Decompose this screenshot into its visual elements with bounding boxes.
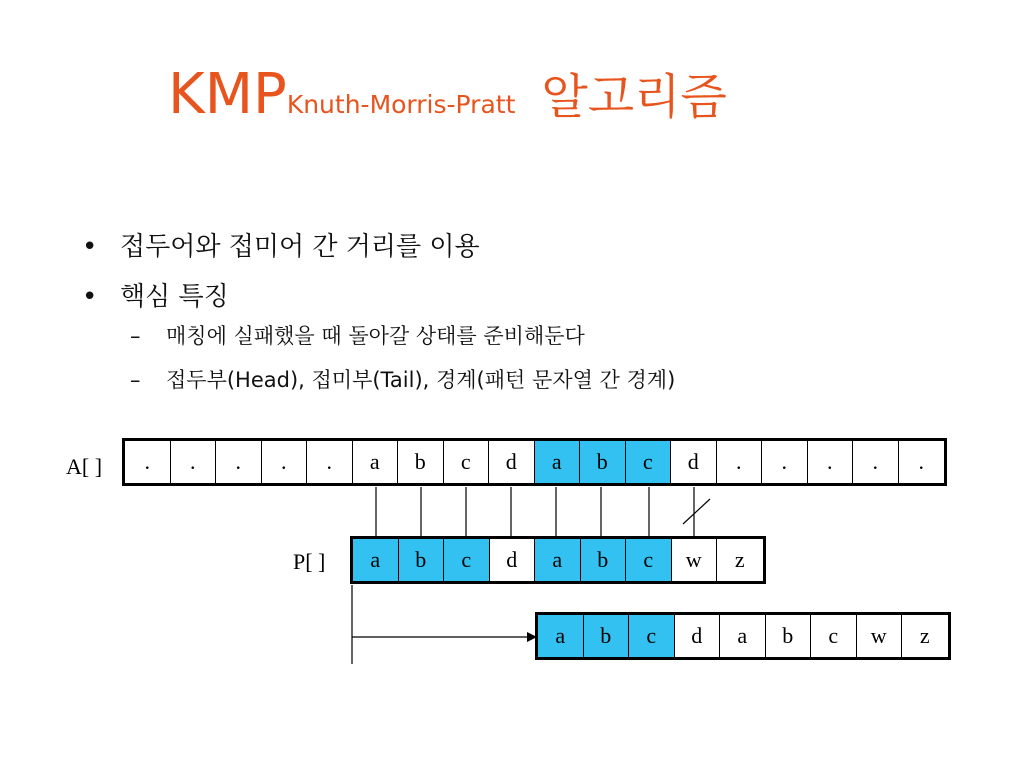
match-connectors [376, 487, 694, 536]
bullet-mark: • [82, 232, 98, 262]
array-cell: b [580, 441, 626, 483]
array-cell: b [399, 539, 445, 581]
array-cell: w [672, 539, 718, 581]
array-cell: b [398, 441, 444, 483]
array-cell: . [216, 441, 262, 483]
array-cell: b [766, 615, 812, 657]
array-cell: . [762, 441, 808, 483]
array-cell: c [629, 615, 675, 657]
array-cell: c [626, 539, 672, 581]
array-cell: a [353, 441, 399, 483]
array-cell: c [626, 441, 672, 483]
subbullet-text: 매칭에 실패했을 때 돌아갈 상태를 준비해둔다 [166, 324, 585, 348]
subbullet-mark: – [130, 368, 141, 392]
title-subscript: Knuth-Morris-Pratt [286, 90, 516, 119]
title-korean: 알고리즘 [541, 69, 727, 125]
array-cell: z [734, 547, 745, 572]
array-cell: d [489, 441, 535, 483]
subbullet-mark: – [130, 324, 141, 348]
array-cell: z [919, 623, 930, 648]
array-cell: d [671, 441, 717, 483]
bullet-mark: • [82, 282, 98, 312]
array-cell: c [444, 441, 490, 483]
array-cell: . [853, 441, 899, 483]
pattern-p-label: P[ ] [293, 549, 326, 574]
title-main: KMP [168, 62, 287, 127]
array-cell: . [125, 441, 171, 483]
array-cell: d [675, 615, 721, 657]
array-cell: d [490, 539, 536, 581]
array-cell: b [584, 615, 630, 657]
bullet-text: 접두어와 접미어 간 거리를 이용 [120, 232, 480, 262]
array-cell: a [535, 539, 581, 581]
array-cell: a [538, 615, 584, 657]
array-cell: a [353, 539, 399, 581]
mismatch-slash [683, 499, 710, 524]
array-cell: . [262, 441, 308, 483]
array-cell: . [171, 441, 217, 483]
array-cell: b [581, 539, 627, 581]
array-cell: . [307, 441, 353, 483]
array-cell: . [918, 449, 924, 474]
array-cell: w [857, 615, 903, 657]
array-cell: c [811, 615, 857, 657]
array-cell: a [720, 615, 766, 657]
shifted-pattern-array [535, 612, 951, 660]
array-cell: . [808, 441, 854, 483]
bullet-text: 핵심 특징 [120, 282, 229, 312]
text-array-a [122, 438, 947, 486]
array-cell: c [444, 539, 490, 581]
array-cell: a [535, 441, 581, 483]
pattern-array-p [350, 536, 766, 584]
array-a-label: A[ ] [66, 454, 103, 479]
array-cell: . [717, 441, 763, 483]
subbullet-text: 접두부(Head), 접미부(Tail), 경계(패턴 문자열 간 경계) [166, 368, 676, 392]
